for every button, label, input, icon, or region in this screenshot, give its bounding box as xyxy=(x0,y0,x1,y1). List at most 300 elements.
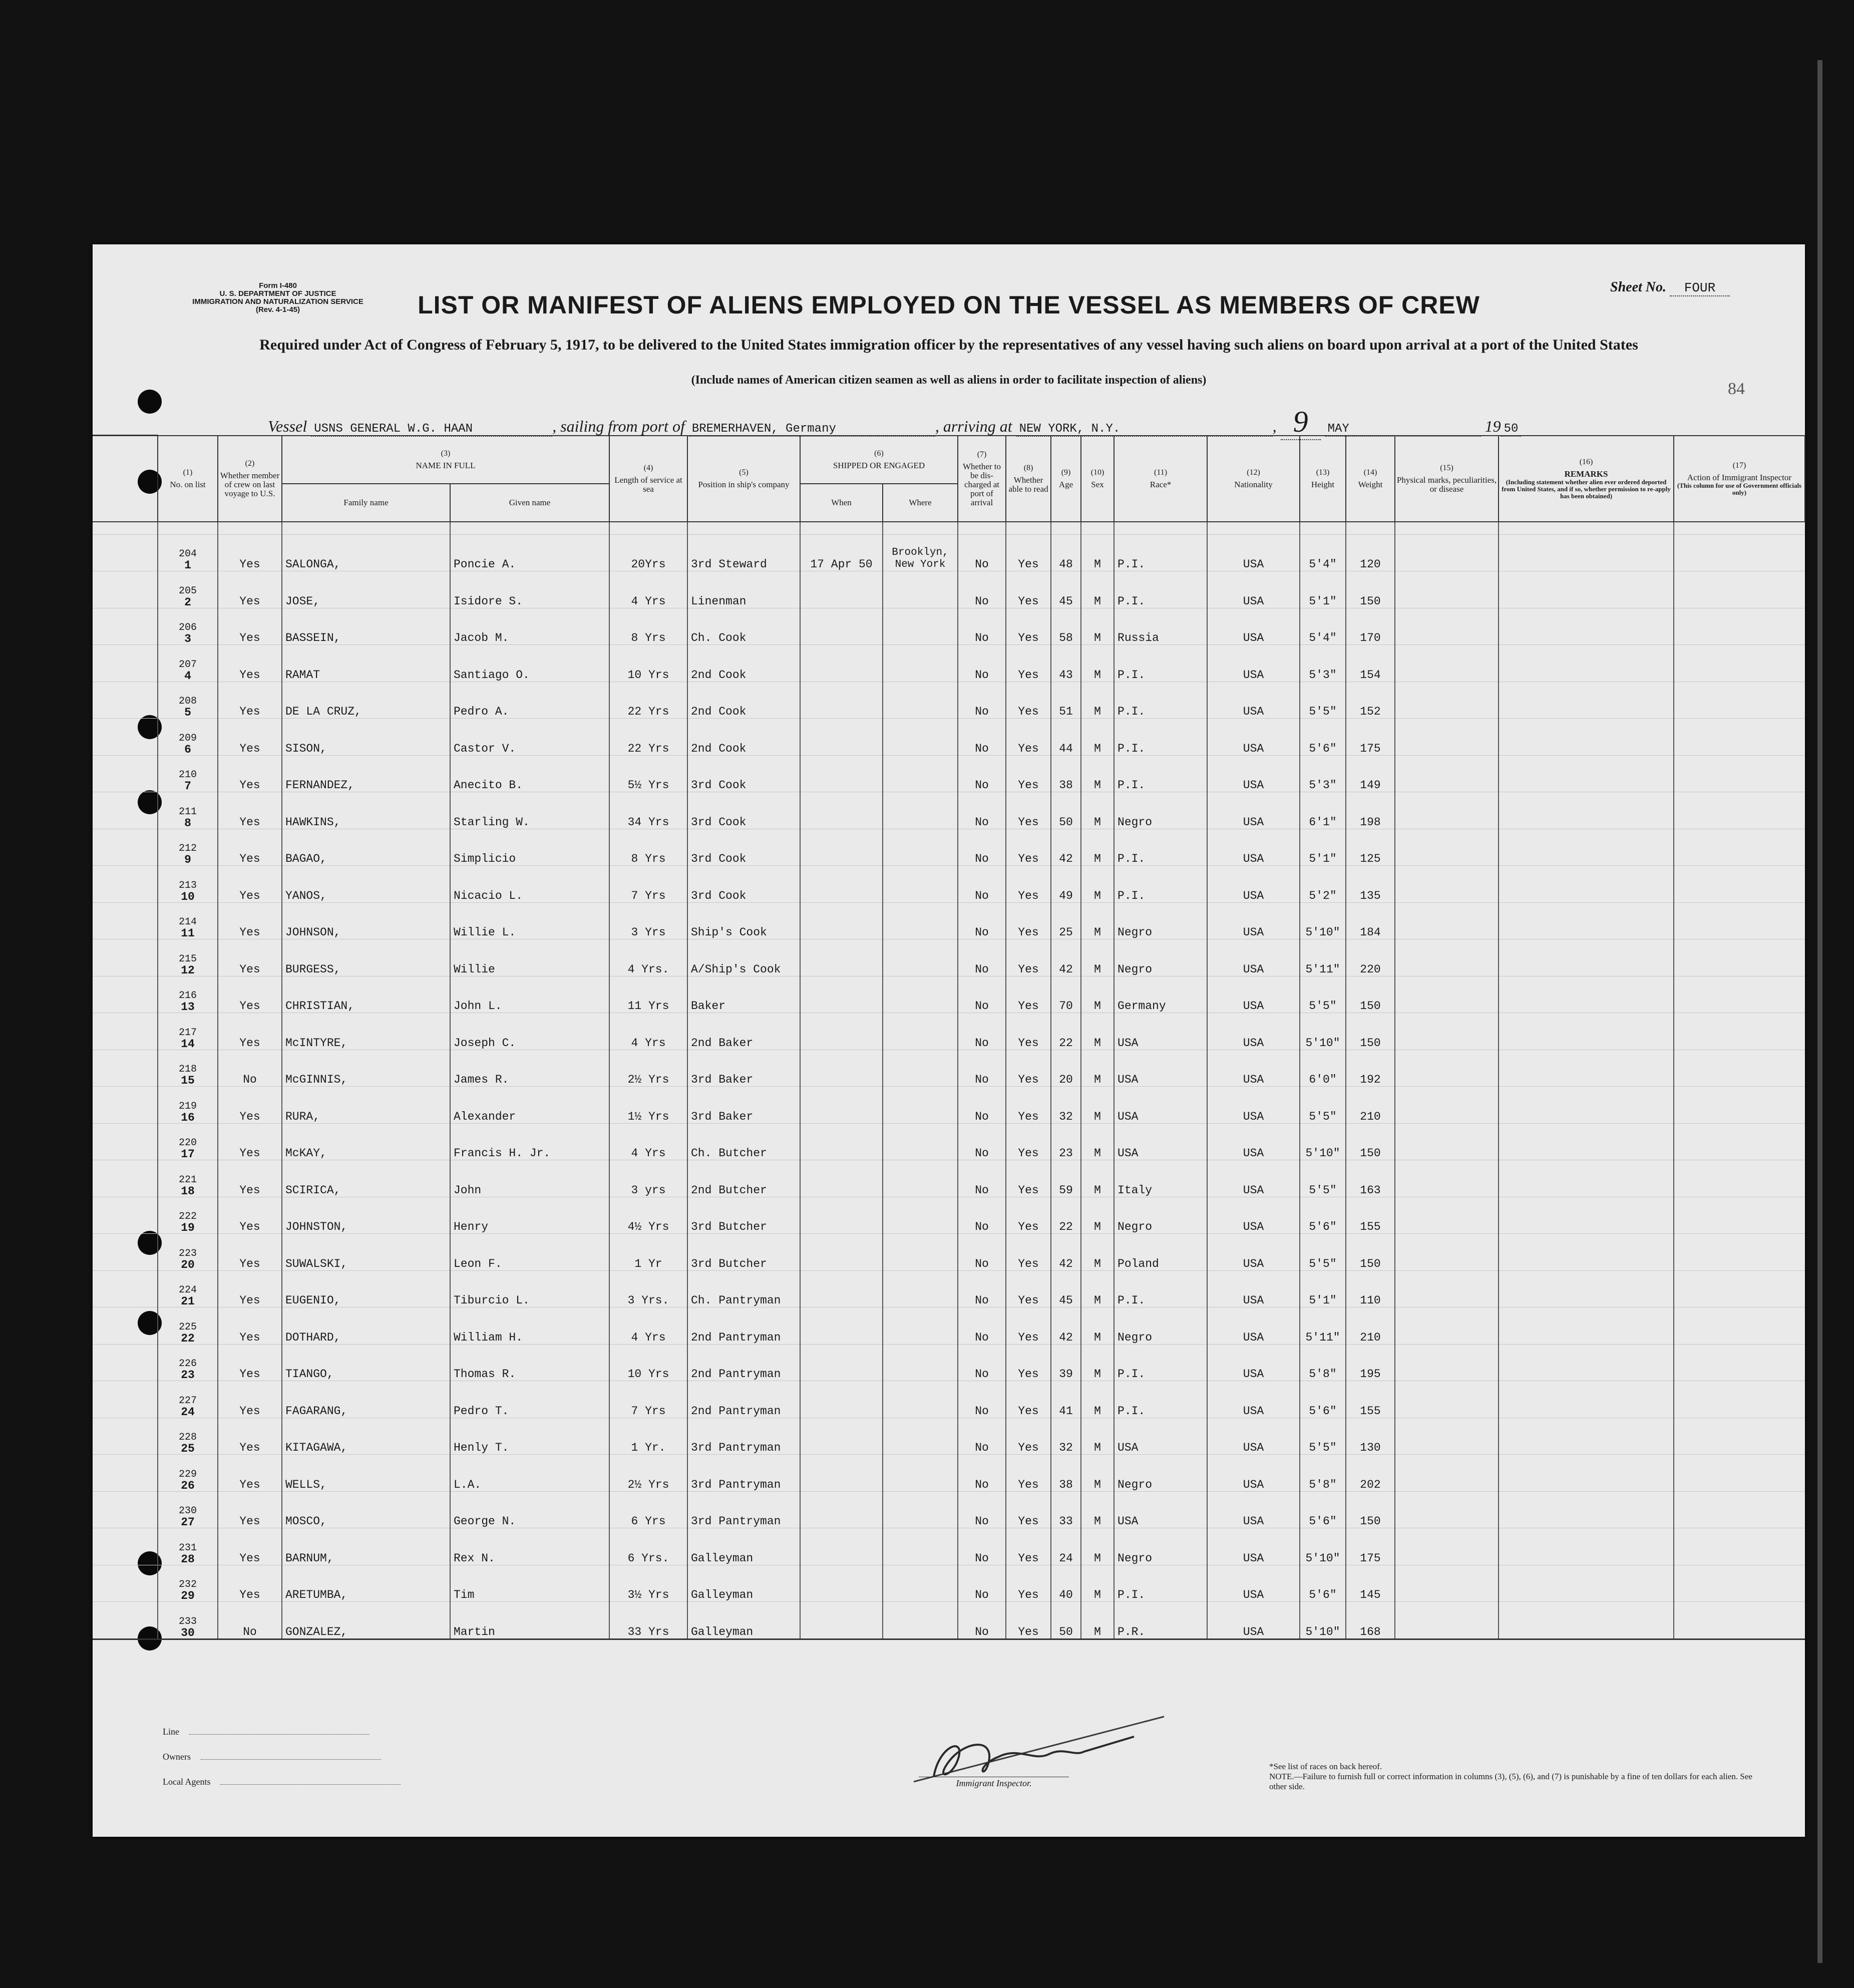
cell-sex: M xyxy=(1081,829,1114,866)
cell-physical-marks xyxy=(1395,1565,1499,1602)
margin-cell-right xyxy=(1674,645,1805,682)
cell-shipped-where xyxy=(883,1087,958,1124)
cell-height: 5'5" xyxy=(1300,1160,1346,1197)
cell-position: 3rd Pantryman xyxy=(687,1491,800,1528)
inspector-signature xyxy=(904,1707,1214,1787)
cell-no xyxy=(158,1565,218,1602)
cell-nationality: USA xyxy=(1207,1197,1300,1234)
cell-no xyxy=(158,1381,218,1418)
cell-height: 5'6" xyxy=(1300,1565,1346,1602)
sequence-number: 209 xyxy=(178,732,197,744)
cell-shipped-where xyxy=(883,682,958,719)
sequence-number: 233 xyxy=(178,1615,197,1627)
cell-service: 7 Yrs xyxy=(609,866,687,903)
cell-remarks xyxy=(1499,1602,1674,1639)
cell-family-name: FERNANDEZ, xyxy=(282,755,450,792)
cell-read: Yes xyxy=(1006,1197,1051,1234)
table-row xyxy=(93,645,1805,682)
cell-height: 5'11" xyxy=(1300,1307,1346,1345)
cell-no xyxy=(158,1455,218,1492)
cell-sex: M xyxy=(1081,1565,1114,1602)
cell-race: USA xyxy=(1114,1123,1207,1160)
department-name: U. S. DEPARTMENT OF JUSTICE xyxy=(219,289,336,298)
table-row xyxy=(93,1197,1805,1234)
cell-age: 45 xyxy=(1051,1270,1081,1307)
cell-position: 3rd Steward xyxy=(687,534,800,571)
cell-age: 32 xyxy=(1051,1087,1081,1124)
margin-cell xyxy=(93,719,158,756)
cell-discharge: No xyxy=(958,682,1006,719)
cell-family-name: TIANGO, xyxy=(282,1344,450,1381)
cell-no xyxy=(158,1087,218,1124)
cell-age: 42 xyxy=(1051,1307,1081,1345)
cell-position: 2nd Cook xyxy=(687,719,800,756)
footer-notes xyxy=(1269,1762,1760,1792)
cell-shipped-where xyxy=(883,1050,958,1087)
cell-service: 3 Yrs xyxy=(609,902,687,939)
line-number: 13 xyxy=(181,1001,195,1013)
cell-race: USA xyxy=(1114,1087,1207,1124)
sequence-number: 213 xyxy=(178,879,197,891)
table-row xyxy=(93,1270,1805,1307)
table-row xyxy=(93,1234,1805,1271)
table-row xyxy=(93,608,1805,645)
cell-weight: 163 xyxy=(1346,1160,1395,1197)
sequence-number: 224 xyxy=(178,1284,197,1296)
margin-cell xyxy=(93,1050,158,1087)
table-row xyxy=(93,1455,1805,1492)
cell-race: Negro xyxy=(1114,1307,1207,1345)
cell-no xyxy=(158,719,218,756)
cell-discharge: No xyxy=(958,866,1006,903)
cell-position: 3rd Cook xyxy=(687,829,800,866)
cell-nationality: USA xyxy=(1207,682,1300,719)
cell-family-name: SISON, xyxy=(282,719,450,756)
cell-shipped-when xyxy=(800,1344,883,1381)
header-position: (5) Position in ship's company xyxy=(687,436,800,522)
table-header-row xyxy=(93,436,1805,484)
line-number: 16 xyxy=(181,1111,195,1123)
line-number: 30 xyxy=(181,1626,195,1639)
cell-prior-voyage: Yes xyxy=(218,902,282,939)
cell-given-name: Santiago O. xyxy=(450,645,609,682)
cell-family-name: SCIRICA, xyxy=(282,1160,450,1197)
cell-nationality: USA xyxy=(1207,571,1300,608)
cell-shipped-where xyxy=(883,939,958,976)
cell-nationality: USA xyxy=(1207,976,1300,1013)
line-number: 3 xyxy=(184,632,191,645)
margin-cell-right xyxy=(1674,1270,1805,1307)
cell-physical-marks xyxy=(1395,534,1499,571)
cell-discharge: No xyxy=(958,1418,1006,1455)
cell-no xyxy=(158,1528,218,1565)
cell-position: 2nd Pantryman xyxy=(687,1381,800,1418)
cell-discharge: No xyxy=(958,976,1006,1013)
cell-remarks xyxy=(1499,976,1674,1013)
cell-race: USA xyxy=(1114,1491,1207,1528)
inspector-label: Immigrant Inspector. xyxy=(919,1777,1069,1789)
cell-nationality: USA xyxy=(1207,866,1300,903)
sequence-number: 220 xyxy=(178,1137,197,1149)
cell-prior-voyage: Yes xyxy=(218,1528,282,1565)
cell-position: 3rd Cook xyxy=(687,866,800,903)
cell-shipped-when xyxy=(800,1307,883,1345)
cell-read: Yes xyxy=(1006,1160,1051,1197)
cell-shipped-when xyxy=(800,608,883,645)
margin-cell-right xyxy=(1674,1013,1805,1050)
cell-nationality: USA xyxy=(1207,829,1300,866)
cell-given-name: Anecito B. xyxy=(450,755,609,792)
cell-service: 3½ Yrs xyxy=(609,1565,687,1602)
cell-race: Negro xyxy=(1114,939,1207,976)
cell-age: 45 xyxy=(1051,571,1081,608)
cell-family-name: SALONGA, xyxy=(282,534,450,571)
cell-shipped-when xyxy=(800,1197,883,1234)
margin-cell-right xyxy=(1674,1050,1805,1087)
cell-remarks xyxy=(1499,1123,1674,1160)
sequence-number: 225 xyxy=(178,1321,197,1333)
cell-discharge: No xyxy=(958,534,1006,571)
cell-age: 39 xyxy=(1051,1344,1081,1381)
cell-no xyxy=(158,1418,218,1455)
cell-no xyxy=(158,755,218,792)
cell-given-name: Rex N. xyxy=(450,1528,609,1565)
cell-prior-voyage: Yes xyxy=(218,1344,282,1381)
cell-given-name: Leon F. xyxy=(450,1234,609,1271)
cell-physical-marks xyxy=(1395,1344,1499,1381)
cell-shipped-when xyxy=(800,1491,883,1528)
cell-physical-marks xyxy=(1395,1013,1499,1050)
penalty-note: NOTE.—Failure to furnish full or correct information in columns (3), (5), (6), and (7) is punishable by a fine of ten dollars for each alien. See other side. xyxy=(1269,1772,1752,1791)
cell-age: 25 xyxy=(1051,902,1081,939)
cell-remarks xyxy=(1499,755,1674,792)
cell-family-name: JOSE, xyxy=(282,571,450,608)
cell-sex: M xyxy=(1081,1455,1114,1492)
cell-prior-voyage: Yes xyxy=(218,1123,282,1160)
margin-cell-right xyxy=(1674,755,1805,792)
cell-discharge: No xyxy=(958,608,1006,645)
cell-race: Germany xyxy=(1114,976,1207,1013)
owners-label: Owners xyxy=(163,1752,191,1762)
sequence-number: 229 xyxy=(178,1468,197,1480)
cell-weight: 155 xyxy=(1346,1197,1395,1234)
cell-height: 5'4" xyxy=(1300,534,1346,571)
cell-shipped-when xyxy=(800,976,883,1013)
cell-race: Russia xyxy=(1114,608,1207,645)
sequence-number: 230 xyxy=(178,1505,197,1517)
cell-no xyxy=(158,1197,218,1234)
cell-physical-marks xyxy=(1395,829,1499,866)
cell-position: Ch. Butcher xyxy=(687,1123,800,1160)
cell-prior-voyage: Yes xyxy=(218,1491,282,1528)
cell-nationality: USA xyxy=(1207,719,1300,756)
cell-family-name: JOHNSTON, xyxy=(282,1197,450,1234)
cell-read: Yes xyxy=(1006,1344,1051,1381)
cell-physical-marks xyxy=(1395,1381,1499,1418)
cell-discharge: No xyxy=(958,939,1006,976)
vessel-label: Vessel xyxy=(268,417,307,435)
margin-cell-right xyxy=(1674,682,1805,719)
cell-service: 22 Yrs xyxy=(609,682,687,719)
cell-weight: 170 xyxy=(1346,608,1395,645)
table-row xyxy=(93,1528,1805,1565)
line-number: 27 xyxy=(181,1516,195,1528)
cell-remarks xyxy=(1499,939,1674,976)
cell-service: 6 Yrs. xyxy=(609,1528,687,1565)
margin-cell-right xyxy=(1674,1123,1805,1160)
margin-cell xyxy=(93,902,158,939)
cell-service: 10 Yrs xyxy=(609,1344,687,1381)
cell-position: Baker xyxy=(687,976,800,1013)
cell-shipped-where xyxy=(883,976,958,1013)
cell-shipped-where xyxy=(883,829,958,866)
cell-service: 1 Yr. xyxy=(609,1418,687,1455)
year-suffix: 50 xyxy=(1501,422,1522,437)
margin-cell-right xyxy=(1674,1307,1805,1345)
table-row xyxy=(93,866,1805,903)
cell-discharge: No xyxy=(958,755,1006,792)
cell-weight: 155 xyxy=(1346,1381,1395,1418)
cell-read: Yes xyxy=(1006,792,1051,829)
margin-cell xyxy=(93,1418,158,1455)
cell-prior-voyage: Yes xyxy=(218,571,282,608)
cell-position: 2nd Baker xyxy=(687,1013,800,1050)
cell-given-name: Joseph C. xyxy=(450,1013,609,1050)
cell-position: 2nd Cook xyxy=(687,645,800,682)
cell-read: Yes xyxy=(1006,1381,1051,1418)
cell-age: 42 xyxy=(1051,939,1081,976)
line-number: 12 xyxy=(181,963,195,976)
cell-sex: M xyxy=(1081,1123,1114,1160)
cell-physical-marks xyxy=(1395,866,1499,903)
cell-race: P.I. xyxy=(1114,866,1207,903)
cell-remarks xyxy=(1499,1565,1674,1602)
cell-discharge: No xyxy=(958,571,1006,608)
cell-weight: 152 xyxy=(1346,682,1395,719)
cell-family-name: BURGESS, xyxy=(282,939,450,976)
cell-prior-voyage: Yes xyxy=(218,976,282,1013)
cell-remarks xyxy=(1499,792,1674,829)
cell-sex: M xyxy=(1081,792,1114,829)
line-number: 4 xyxy=(184,669,191,682)
cell-shipped-when xyxy=(800,939,883,976)
cell-family-name: GONZALEZ, xyxy=(282,1602,450,1639)
header-given-name: Given name xyxy=(450,484,609,522)
cell-no xyxy=(158,1013,218,1050)
cell-race: P.I. xyxy=(1114,755,1207,792)
margin-cell xyxy=(93,1123,158,1160)
table-row xyxy=(93,1491,1805,1528)
cell-shipped-when xyxy=(800,755,883,792)
cell-sex: M xyxy=(1081,1491,1114,1528)
cell-sex: M xyxy=(1081,1307,1114,1345)
cell-sex: M xyxy=(1081,571,1114,608)
cell-prior-voyage: Yes xyxy=(218,1197,282,1234)
cell-shipped-where xyxy=(883,1123,958,1160)
cell-sex: M xyxy=(1081,866,1114,903)
cell-read: Yes xyxy=(1006,1528,1051,1565)
cell-service: 10 Yrs xyxy=(609,645,687,682)
cell-given-name: Poncie A. xyxy=(450,534,609,571)
cell-read: Yes xyxy=(1006,939,1051,976)
cell-prior-voyage: Yes xyxy=(218,939,282,976)
cell-shipped-when xyxy=(800,1234,883,1271)
cell-position: Linenman xyxy=(687,571,800,608)
cell-race: USA xyxy=(1114,1013,1207,1050)
cell-given-name: L.A. xyxy=(450,1455,609,1492)
cell-nationality: USA xyxy=(1207,792,1300,829)
cell-height: 6'0" xyxy=(1300,1050,1346,1087)
cell-shipped-where xyxy=(883,792,958,829)
header-height: (13) Height xyxy=(1300,436,1346,522)
cell-height: 5'6" xyxy=(1300,1491,1346,1528)
cell-no xyxy=(158,866,218,903)
cell-age: 43 xyxy=(1051,645,1081,682)
margin-cell-right xyxy=(1674,1491,1805,1528)
cell-remarks xyxy=(1499,1418,1674,1455)
cell-race: P.I. xyxy=(1114,829,1207,866)
cell-read: Yes xyxy=(1006,1087,1051,1124)
cell-weight: 150 xyxy=(1346,976,1395,1013)
cell-remarks xyxy=(1499,608,1674,645)
cell-remarks xyxy=(1499,1307,1674,1345)
header-inspector-action: (17) Action of Immigrant Inspector (This column for use of Government officials only) xyxy=(1674,436,1805,522)
sequence-number: 223 xyxy=(178,1247,197,1259)
margin-cell-right xyxy=(1674,902,1805,939)
cell-family-name: MOSCO, xyxy=(282,1491,450,1528)
margin-cell-right xyxy=(1674,1602,1805,1639)
cell-age: 50 xyxy=(1051,792,1081,829)
cell-service: 7 Yrs xyxy=(609,1381,687,1418)
cell-prior-voyage: Yes xyxy=(218,1565,282,1602)
cell-age: 41 xyxy=(1051,1381,1081,1418)
cell-given-name: William H. xyxy=(450,1307,609,1345)
cell-read: Yes xyxy=(1006,1013,1051,1050)
owners-field xyxy=(163,1752,463,1762)
margin-cell xyxy=(93,1087,158,1124)
header-discharge: (7) Whether to be dis-charged at port of arrival xyxy=(958,436,1006,522)
table-row xyxy=(93,1344,1805,1381)
cell-discharge: No xyxy=(958,1528,1006,1565)
line-number: 1 xyxy=(184,559,191,571)
cell-height: 5'5" xyxy=(1300,1418,1346,1455)
cell-remarks xyxy=(1499,1381,1674,1418)
cell-service: 4 Yrs xyxy=(609,571,687,608)
sequence-number: 228 xyxy=(178,1432,197,1443)
cell-height: 5'10" xyxy=(1300,1013,1346,1050)
sequence-number: 211 xyxy=(178,806,197,818)
cell-sex: M xyxy=(1081,608,1114,645)
cell-shipped-where xyxy=(883,1418,958,1455)
margin-cell xyxy=(93,1197,158,1234)
cell-read: Yes xyxy=(1006,1602,1051,1639)
cell-sex: M xyxy=(1081,1270,1114,1307)
cell-service: 6 Yrs xyxy=(609,1491,687,1528)
cell-race: P.I. xyxy=(1114,571,1207,608)
cell-discharge: No xyxy=(958,1270,1006,1307)
margin-cell-right xyxy=(1674,1565,1805,1602)
cell-sex: M xyxy=(1081,682,1114,719)
cell-prior-voyage: Yes xyxy=(218,1087,282,1124)
cell-physical-marks xyxy=(1395,976,1499,1013)
header-shipped-when: When xyxy=(800,484,883,522)
cell-position: 3rd Pantryman xyxy=(687,1455,800,1492)
cell-nationality: USA xyxy=(1207,1234,1300,1271)
cell-shipped-when xyxy=(800,719,883,756)
table-row xyxy=(93,792,1805,829)
cell-no xyxy=(158,1602,218,1639)
cell-shipped-when xyxy=(800,645,883,682)
table-row xyxy=(93,939,1805,976)
cell-height: 5'10" xyxy=(1300,1602,1346,1639)
cell-no xyxy=(158,682,218,719)
line-number: 21 xyxy=(181,1295,195,1307)
cell-position: Galleyman xyxy=(687,1565,800,1602)
cell-race: Italy xyxy=(1114,1160,1207,1197)
margin-cell xyxy=(93,976,158,1013)
cell-given-name: Jacob M. xyxy=(450,608,609,645)
cell-nationality: USA xyxy=(1207,1381,1300,1418)
cell-sex: M xyxy=(1081,1528,1114,1565)
table-row xyxy=(93,1602,1805,1639)
cell-family-name: RAMAT xyxy=(282,645,450,682)
cell-race: P.R. xyxy=(1114,1602,1207,1639)
punch-hole xyxy=(138,390,162,414)
cell-read: Yes xyxy=(1006,1234,1051,1271)
cell-shipped-where xyxy=(883,571,958,608)
table-row xyxy=(93,902,1805,939)
cell-shipped-when xyxy=(800,1160,883,1197)
cell-service: 4 Yrs. xyxy=(609,939,687,976)
sheet-number-label: Sheet No. xyxy=(1610,279,1666,295)
margin-cell xyxy=(93,1491,158,1528)
cell-race: P.I. xyxy=(1114,645,1207,682)
arrival-day: 9 xyxy=(1281,405,1321,440)
cell-no xyxy=(158,1491,218,1528)
cell-service: 8 Yrs xyxy=(609,608,687,645)
service-name: IMMIGRATION AND NATURALIZATION SERVICE xyxy=(192,297,363,306)
cell-no xyxy=(158,1234,218,1271)
cell-prior-voyage: Yes xyxy=(218,755,282,792)
header-physical-marks: (15) Physical marks, peculiarities, or disease xyxy=(1395,436,1499,522)
table-row xyxy=(93,755,1805,792)
cell-given-name: Henly T. xyxy=(450,1418,609,1455)
cell-discharge: No xyxy=(958,1491,1006,1528)
header-service: (4) Length of service at sea xyxy=(609,436,687,522)
cell-given-name: Isidore S. xyxy=(450,571,609,608)
cell-no xyxy=(158,829,218,866)
cell-family-name: DE LA CRUZ, xyxy=(282,682,450,719)
cell-given-name: Pedro T. xyxy=(450,1381,609,1418)
cell-remarks xyxy=(1499,571,1674,608)
cell-no xyxy=(158,939,218,976)
cell-no xyxy=(158,608,218,645)
cell-shipped-where: Brooklyn, New York xyxy=(883,534,958,571)
cell-family-name: RURA, xyxy=(282,1087,450,1124)
line-number: 25 xyxy=(181,1442,195,1455)
cell-sex: M xyxy=(1081,1234,1114,1271)
cell-read: Yes xyxy=(1006,1491,1051,1528)
cell-service: 2½ Yrs xyxy=(609,1050,687,1087)
cell-service: 20Yrs xyxy=(609,534,687,571)
cell-weight: 150 xyxy=(1346,571,1395,608)
cell-no xyxy=(158,1160,218,1197)
cell-service: 1 Yr xyxy=(609,1234,687,1271)
cell-sex: M xyxy=(1081,1050,1114,1087)
cell-prior-voyage: No xyxy=(218,1050,282,1087)
cell-race: P.I. xyxy=(1114,534,1207,571)
cell-remarks xyxy=(1499,1234,1674,1271)
